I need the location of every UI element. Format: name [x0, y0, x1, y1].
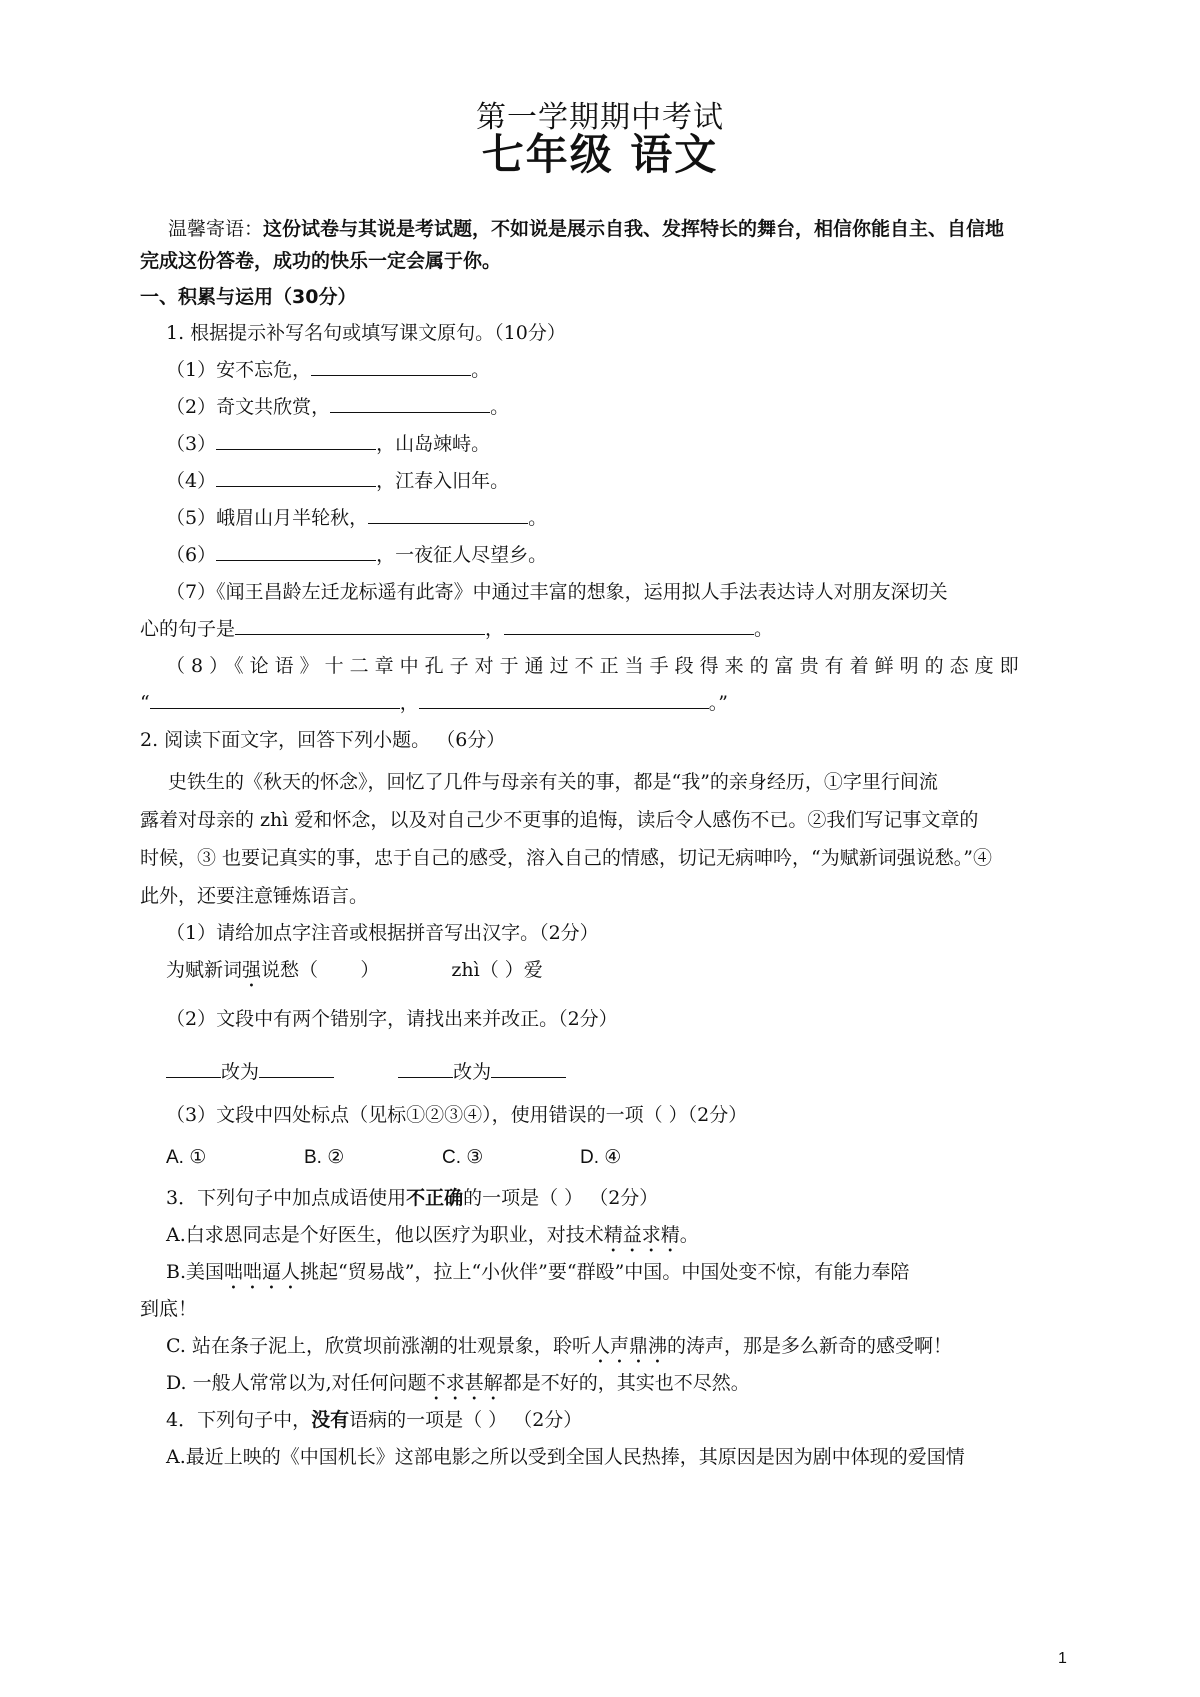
exam-subtitle: 七年级 语文 [481, 130, 719, 179]
q1-item-7-line-2 [140, 614, 1080, 641]
page-number: 1 [1058, 1650, 1067, 1667]
q2-stem: 2. 阅读下面文字，回答下列小题。 （6分） [140, 729, 506, 751]
pinyin-q1-text: 为赋新词强说愁（ ） [166, 959, 380, 981]
q4-stem-text: 4．下列句子中， [166, 1409, 312, 1431]
q3-d-text: D. 一般人常常以为,对任何问题 [166, 1372, 427, 1394]
q1-item-3 [166, 429, 1066, 456]
q1-item-5-prefix: （5）峨眉山月半轮秋， [166, 507, 369, 529]
q3-b-tail: 挑起“贸易战”，拉上“小伙伴”要“群殴”中国。中国处变不惊，有能力奉陪 [300, 1261, 910, 1283]
intro-line-1 [168, 214, 1080, 241]
answer-blank[interactable] [216, 468, 376, 487]
q1-item-7-suffix: 。 [754, 618, 774, 640]
answer-blank[interactable] [150, 690, 400, 709]
answer-blank[interactable] [259, 1059, 334, 1078]
q1-stem: 1. 根据提示补写名句或填写课文原句。（10分） [166, 322, 566, 344]
q2-passage-line-1: 史铁生的《秋天的怀念》，回忆了几件与母亲有关的事，都是“我”的亲身经历，①字里行间流 [168, 771, 938, 793]
section-heading: 一、积累与运用（30分） [140, 286, 357, 308]
q1-item-1-prefix: （1）安不忘危， [166, 359, 312, 381]
q3-stem-emphasis: 不正确 [406, 1187, 464, 1209]
answer-blank[interactable] [491, 1059, 566, 1078]
q1-item-5 [166, 503, 1066, 530]
option-c[interactable]: C. ③ [442, 1147, 484, 1168]
q3-d-tail: 都是不好的，其实也不尽然。 [502, 1372, 750, 1394]
q1-item-8-open-quote: “ [140, 692, 150, 714]
pinyin-question-2: zhì（ ）爱 [451, 959, 543, 981]
q3-stem-tail: 的一项是（ ） （2分） [463, 1187, 659, 1209]
q3-option-a [166, 1220, 1066, 1257]
answer-blank[interactable] [504, 616, 754, 635]
q3-a-text: A.白求恩同志是个好医生，他以医疗为职业，对技术 [166, 1224, 604, 1246]
q1-item-7-comma: ， [485, 618, 505, 640]
q3-d-idiom: 不求甚解 [426, 1372, 503, 1394]
option-a[interactable]: A. ① [166, 1147, 207, 1168]
q4-stem-tail: 语病的一项是（ ） （2分） [349, 1409, 583, 1431]
q1-item-6 [166, 540, 1066, 567]
answer-blank[interactable] [235, 616, 485, 635]
q1-item-8-comma: ， [399, 692, 419, 714]
answer-blank[interactable] [419, 690, 709, 709]
q1-item-4-suffix: ，江春入旧年。 [376, 470, 510, 492]
q1-item-8-line-2 [140, 688, 1080, 715]
q1-item-7-prefix: 心的句子是 [140, 618, 236, 640]
q1-item-2 [166, 392, 1066, 419]
q1-item-1 [166, 355, 1066, 382]
option-d[interactable]: D. ④ [580, 1147, 622, 1168]
dotted-character: 强 [242, 959, 262, 981]
answer-blank[interactable] [311, 357, 471, 376]
q3-b-text: B.美国 [166, 1261, 225, 1283]
q4-stem-emphasis: 没有 [311, 1409, 350, 1431]
q2-passage-line-2: 露着对母亲的 zhì 爱和怀念，以及对自己少不更事的追悔，读后令人感伤不已。②我们写记事文章的 [140, 809, 979, 831]
intro-text-1: 这份试卷与其说是考试题，不如说是展示自我、发挥特长的舞台，相信你能自主、自信地 [263, 218, 1005, 240]
intro-line-2: 完成这份答卷，成功的快乐一定会属于你。 [140, 250, 502, 272]
q4-option-a: A.最近上映的《中国机长》这部电影之所以受到全国人民热捧，其原因是因为剧中体现的爱国情 [166, 1446, 965, 1468]
q3-option-d [166, 1368, 1066, 1405]
q3-a-end: 。 [679, 1224, 699, 1246]
q1-item-4-prefix: （4） [166, 470, 217, 492]
exam-title: 第一学期期中考试 [476, 100, 724, 135]
intro-lead: 温馨寄语： [168, 218, 264, 240]
q1-item-2-prefix: （2）奇文共欣赏， [166, 396, 331, 418]
q1-item-4 [166, 466, 1066, 493]
q2-sub-1: （1）请给加点字注音或根据拼音写出汉字。（2分） [166, 922, 599, 944]
q3-stem [166, 1183, 1066, 1210]
q1-item-6-prefix: （6） [166, 544, 217, 566]
q1-item-3-suffix: ，山岛竦峙。 [376, 433, 491, 455]
q3-stem-text: 3．下列句子中加点成语使用 [166, 1187, 407, 1209]
answer-blank[interactable] [398, 1059, 453, 1078]
q1-item-6-suffix: ，一夜征人尽望乡。 [376, 544, 548, 566]
q1-item-7-line-1: （7）《闻王昌龄左迁龙标遥有此寄》中通过丰富的想象，运用拟人手法表达诗人对朋友深切关 [166, 581, 948, 603]
q1-item-8-close-quote: 。” [708, 692, 728, 714]
q1-item-5-suffix: 。 [528, 507, 548, 529]
answer-blank[interactable] [216, 431, 376, 450]
q3-c-tail: 的涛声，那是多么新奇的感受啊！ [666, 1335, 952, 1357]
q3-a-idiom: 精益求精 [603, 1224, 680, 1246]
q3-c-text: C. 站在条子泥上，欣赏坝前涨潮的壮观景象，聆听 [166, 1335, 591, 1357]
answer-blank[interactable] [166, 1059, 221, 1078]
q2-sub-3: （3）文段中四处标点（见标①②③④），使用错误的一项（ ）（2分） [166, 1104, 748, 1126]
q1-item-8-line-1: （8）《论语》十二章中孔子对于通过不正当手段得来的富贵有着鲜明的态度即 [166, 655, 1025, 677]
q1-item-3-prefix: （3） [166, 433, 217, 455]
q2-passage-line-3: 时候，③ 也要记真实的事，忠于自己的感受，溶入自己的情感，切记无病呻吟，“为赋新词强说愁。”④ [140, 847, 992, 869]
answer-blank[interactable] [330, 394, 490, 413]
change-to-label: 改为 [453, 1061, 492, 1083]
q2-sub-2: （2）文段中有两个错别字，请找出来并改正。（2分） [166, 1008, 618, 1030]
q3-b-idiom: 咄咄逼人 [224, 1261, 301, 1283]
answer-blank[interactable] [368, 505, 528, 524]
q2-sub-2-answers [166, 1057, 1106, 1084]
change-to-label: 改为 [221, 1061, 260, 1083]
answer-blank[interactable] [216, 542, 376, 561]
q3-option-c [166, 1331, 1066, 1368]
q2-passage-line-4: 此外，还要注意锤炼语言。 [140, 885, 369, 907]
q3-option-b-line-2: 到底！ [140, 1298, 198, 1320]
q2-options [166, 1146, 1106, 1169]
pinyin-question-1 [166, 959, 379, 981]
q3-c-idiom: 人声鼎沸 [590, 1335, 667, 1357]
q4-stem [166, 1405, 1066, 1432]
q1-item-2-suffix: 。 [490, 396, 510, 418]
q2-sub-1-answers [166, 955, 1066, 992]
q1-item-1-suffix: 。 [471, 359, 491, 381]
option-b[interactable]: B. ② [304, 1147, 345, 1168]
q3-option-b [166, 1257, 1066, 1294]
